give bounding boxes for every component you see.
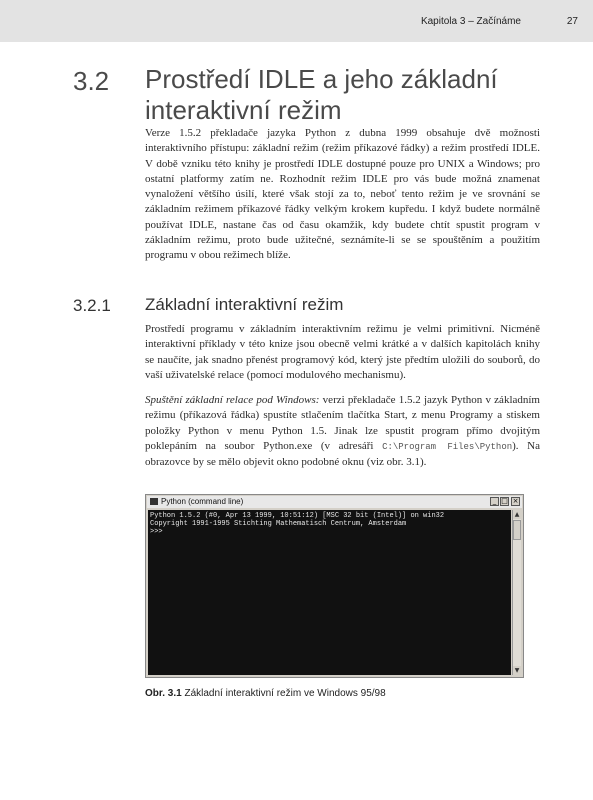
- window-titlebar[interactable]: [147, 496, 522, 508]
- scroll-thumb[interactable]: [513, 520, 521, 540]
- subsection-paragraph-1: Prostředí programu v základním interaktivním režimu je velmi primitivní. Nicméně interaktivní příklady v této knize jsou obecně velmi krátké a v dalších kapitolách knihy se naučíte, jak snadno přenést programový kód, který jste předtím uložili do souborů, do vaší uživatelské relace (pomocí modulového mechanismu).: [145, 323, 540, 381]
- maximize-icon[interactable]: □: [501, 497, 508, 505]
- python-console-window: [145, 494, 524, 678]
- page-number: 27: [566, 16, 578, 27]
- figure-caption: [145, 688, 386, 699]
- caption-text: Základní interaktivní režim ve Windows 95/98: [181, 688, 386, 699]
- section-number: 3.2: [73, 66, 110, 96]
- running-header: [0, 0, 593, 42]
- console-line: >>>: [150, 528, 163, 536]
- scroll-down-icon[interactable]: ▼: [514, 667, 520, 674]
- section-paragraph: Verze 1.5.2 překladače jazyka Python z dubna 1999 obsahuje dvě možnosti interaktivního přístupu: základní režim (režim příkazové řádky) a režim prostředí IDLE. V době vzniku této knihy je prostředí IDLE dostupné pouze pro UNIX a Windows; pro ostatní platformy zatím ne. Rozhodnít režim IDLE pro vás bude možná znamenat vynaložení většího úsilí, které však stojí za to, neboť tento režim je ve srovnání se základním režimem příkazové řádky velkým krokem kupředu. I když budete normálně používat IDLE, nastane čas od času okamžik, kdy budete chtít spustit program v základním režimu, proto bude užitečné, seznámíte-li se se spouštěním a použitím programu v obou režimech blíže.: [145, 127, 540, 262]
- paragraph-text: verzi překladače 1.5.2 jazyk Python v základním režimu (příkazová řádka) spustíte stlačením tlačítka Start, z menu Programy a stiskem položky Python v menu Python 1.5. Jinak lze spustit program přímo dvojitým poklepáním na soubor Python.exe (v adresáři: [145, 394, 540, 452]
- caption-label: Obr. 3.1: [145, 688, 182, 699]
- console-icon: [150, 498, 158, 505]
- close-icon[interactable]: ×: [512, 497, 519, 505]
- console-output: [148, 510, 511, 536]
- subsection-title: Základní interaktivní režim: [145, 295, 344, 314]
- paragraph-end: ). Na obrazovce by se mělo objevit okno podobné oknu (viz obr. 3.1).: [145, 439, 540, 469]
- section-title: Prostředí IDLE a jeho základní interaktivní režim: [145, 64, 498, 125]
- scroll-up-icon[interactable]: ▲: [514, 511, 520, 518]
- minimize-icon[interactable]: _: [490, 497, 499, 506]
- paragraph-lead: Spuštění základní relace pod Windows:: [145, 394, 320, 406]
- path-text: C:\Program Files\Python: [382, 441, 513, 452]
- console-line: Copyright 1991-1995 Stichting Mathematisch Centrum, Amsterdam: [150, 520, 407, 528]
- subsection-paragraph-2: [145, 393, 540, 470]
- subsection-number: 3.2.1: [73, 296, 111, 315]
- console-line: Python 1.5.2 (#0, Apr 13 1999, 10:51:12) [MSC 32 bit (Intel)] on win32: [150, 512, 445, 520]
- chapter-title: Kapitola 3 – Začínáme: [420, 16, 521, 27]
- console-area[interactable]: [148, 510, 511, 675]
- window-title: Python (command line): [161, 497, 244, 506]
- vertical-scrollbar[interactable]: [512, 510, 521, 675]
